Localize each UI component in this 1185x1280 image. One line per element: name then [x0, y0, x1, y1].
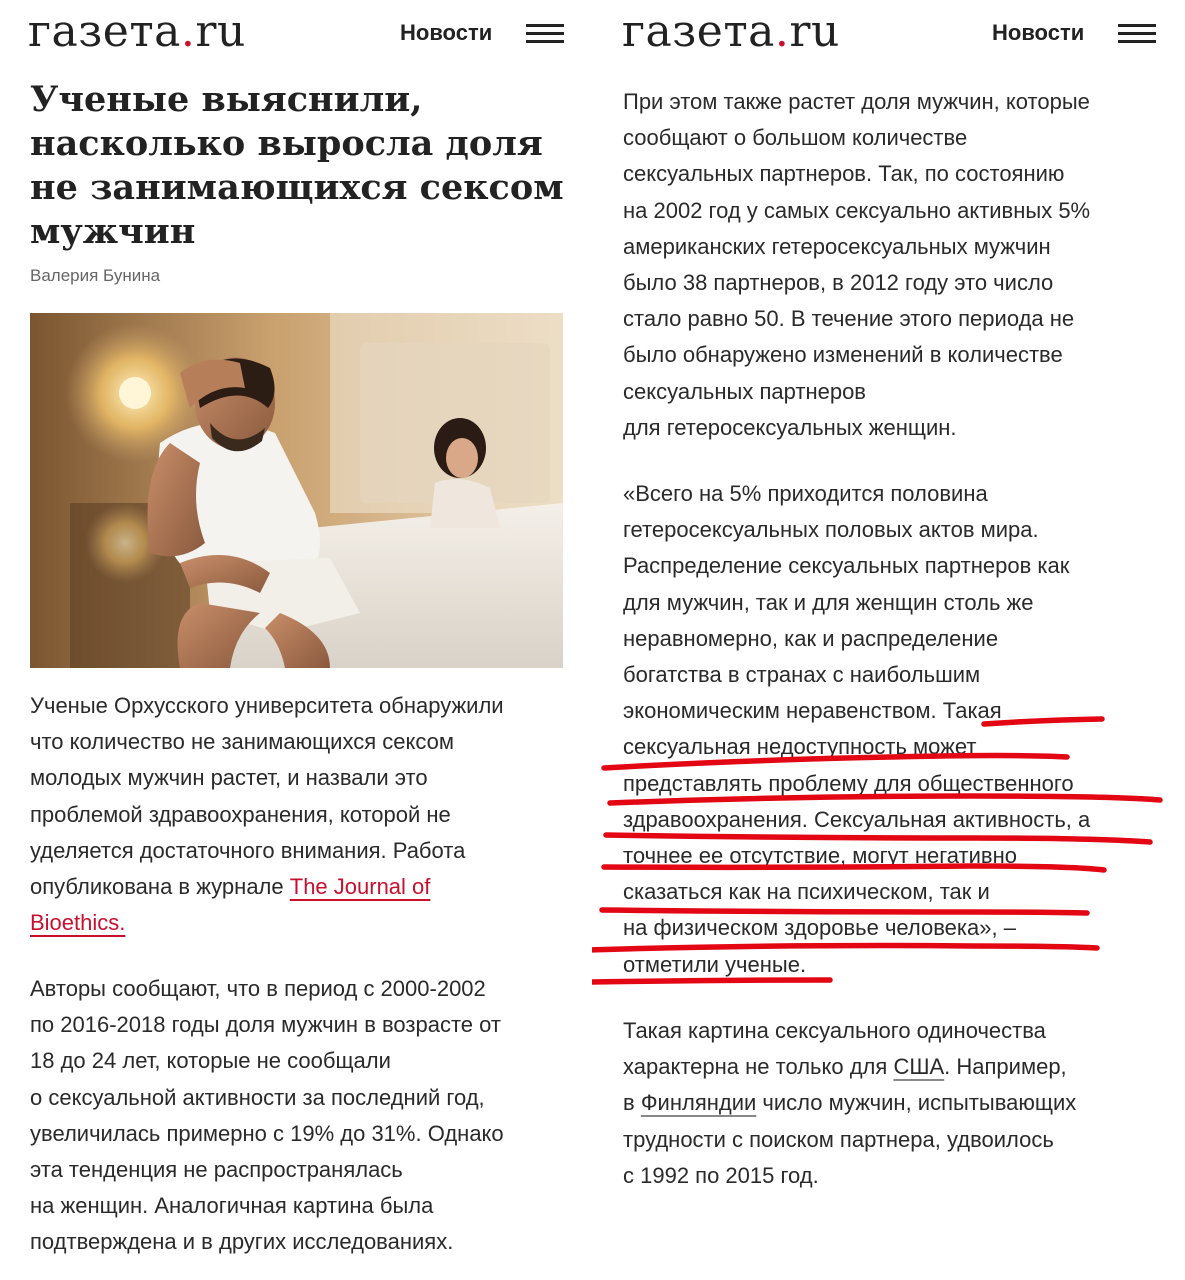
logo-dot: . [180, 6, 196, 57]
text-line: Авторы сообщают, что в период с 2000-2002 [30, 976, 486, 1001]
right-paragraph-1 [623, 84, 1163, 446]
hamburger-menu-icon[interactable] [1118, 22, 1156, 46]
screenshot-left [0, 0, 592, 1280]
logo-text: газета [622, 6, 775, 57]
text-fragment: . Например, [944, 1054, 1067, 1080]
text-line: молодых мужчин растет, и назвали это [30, 765, 428, 791]
logo-dot: . [774, 6, 790, 57]
text-line: сообщают о большом количестве [623, 125, 968, 151]
left-paragraph-2 [30, 971, 570, 1261]
text-fragment: число мужчин, испытывающих [756, 1090, 1077, 1116]
text-line: При этом также растет доля мужчин, которые [623, 89, 1090, 114]
text-line: Такая картина сексуального одиночества [623, 1018, 1046, 1043]
text-line [30, 905, 570, 941]
text-line: сексуальная недоступность может [623, 734, 977, 760]
text-line: неравномерно, как и распределение [623, 625, 999, 651]
logo-tld: ru [789, 6, 840, 57]
text-line: о сексуальной активности за последний год, [30, 1084, 485, 1110]
text-line: стало равно 50. В течение этого периода не [623, 306, 1075, 332]
text-line: на женщин. Аналогичная картина была [30, 1193, 434, 1219]
text-line: увеличилась примерно с 19% до 31%. Однако [30, 1120, 504, 1146]
site-logo[interactable] [622, 6, 840, 57]
text-line: по 2016-2018 годы доля мужчин в возрасте от [30, 1012, 501, 1038]
text-fragment: опубликована в журнале [30, 874, 290, 900]
text-line: трудности с поиском партнера, удвоилось [623, 1126, 1054, 1152]
news-nav-link[interactable]: Новости [400, 20, 493, 45]
text-line: американских гетеросексуальных мужчин [623, 233, 1051, 259]
text-line: эта тенденция не распространялась [30, 1157, 403, 1183]
text-line: для мужчин, так и для женщин столь же [623, 589, 1034, 615]
text-line: подтверждена и в других исследованиях. [30, 1229, 454, 1255]
text-line: экономическим неравенством. Такая [623, 698, 1002, 724]
text-line: отметили ученые. [623, 951, 807, 977]
text-line: с 1992 по 2015 год. [623, 1162, 819, 1188]
right-paragraph-2-quote [623, 476, 1163, 983]
text-line [623, 1085, 1163, 1121]
journal-link[interactable]: The Journal of [289, 874, 431, 900]
text-line: было 38 партнеров, в 2012 году это число [623, 270, 1054, 296]
finland-link[interactable]: Финляндии [640, 1090, 757, 1116]
usa-link[interactable]: США [893, 1054, 945, 1080]
text-fragment: в [623, 1090, 641, 1116]
left-paragraph-1 [30, 688, 570, 941]
text-line: сексуальных партнеров. Так, по состоянию [623, 161, 1065, 187]
text-line: богатства в странах с наибольшим [623, 662, 981, 688]
text-line: сексуальных партнеров [623, 378, 866, 404]
site-logo[interactable] [28, 6, 246, 57]
text-line [30, 869, 570, 905]
text-line: 18 до 24 лет, которые не сообщали [30, 1048, 391, 1074]
article-photo [30, 313, 563, 668]
text-line: проблемой здравоохранения, которой не [30, 801, 451, 827]
logo-tld: ru [195, 6, 246, 57]
screenshot-right [592, 0, 1185, 1280]
text-line: здравоохранения. Сексуальная активность, а [623, 806, 1091, 832]
text-fragment: характерна не только для [623, 1054, 894, 1080]
article-headline: Ученые выяснили, насколько выросла доля не занимающихся сексом мужчин [30, 79, 564, 252]
text-line: гетеросексуальных половых актов мира. [623, 517, 1039, 543]
text-line: уделяется достаточного внимания. Работа [30, 837, 466, 863]
right-paragraph-3 [623, 1013, 1163, 1194]
text-line: на физическом здоровье человека», – [623, 915, 1016, 941]
hamburger-menu-icon[interactable] [526, 22, 564, 46]
text-line: Ученые Орхусского университета обнаружили [30, 693, 504, 718]
text-line: сказаться как на психическом, так и [623, 879, 990, 905]
text-line: на 2002 год у самых сексуально активных 5% [623, 197, 1091, 223]
text-line: было обнаружено изменений в количестве [623, 342, 1063, 368]
news-nav-link[interactable]: Новости [992, 20, 1085, 45]
text-line [623, 1049, 1163, 1085]
text-line: что количество не занимающихся сексом [30, 729, 454, 755]
article-author[interactable]: Валерия Бунина [30, 266, 161, 285]
text-line: представлять проблему для общественного [623, 770, 1074, 796]
text-line: Распределение сексуальных партнеров как [623, 553, 1070, 579]
logo-text: газета [28, 6, 181, 57]
text-line: «Всего на 5% приходится половина [623, 481, 988, 506]
text-line: для гетеросексуальных женщин. [623, 414, 957, 440]
text-line: точнее ее отсутствие, могут негативно [623, 843, 1017, 869]
journal-link-continued[interactable]: Bioethics. [30, 910, 126, 936]
